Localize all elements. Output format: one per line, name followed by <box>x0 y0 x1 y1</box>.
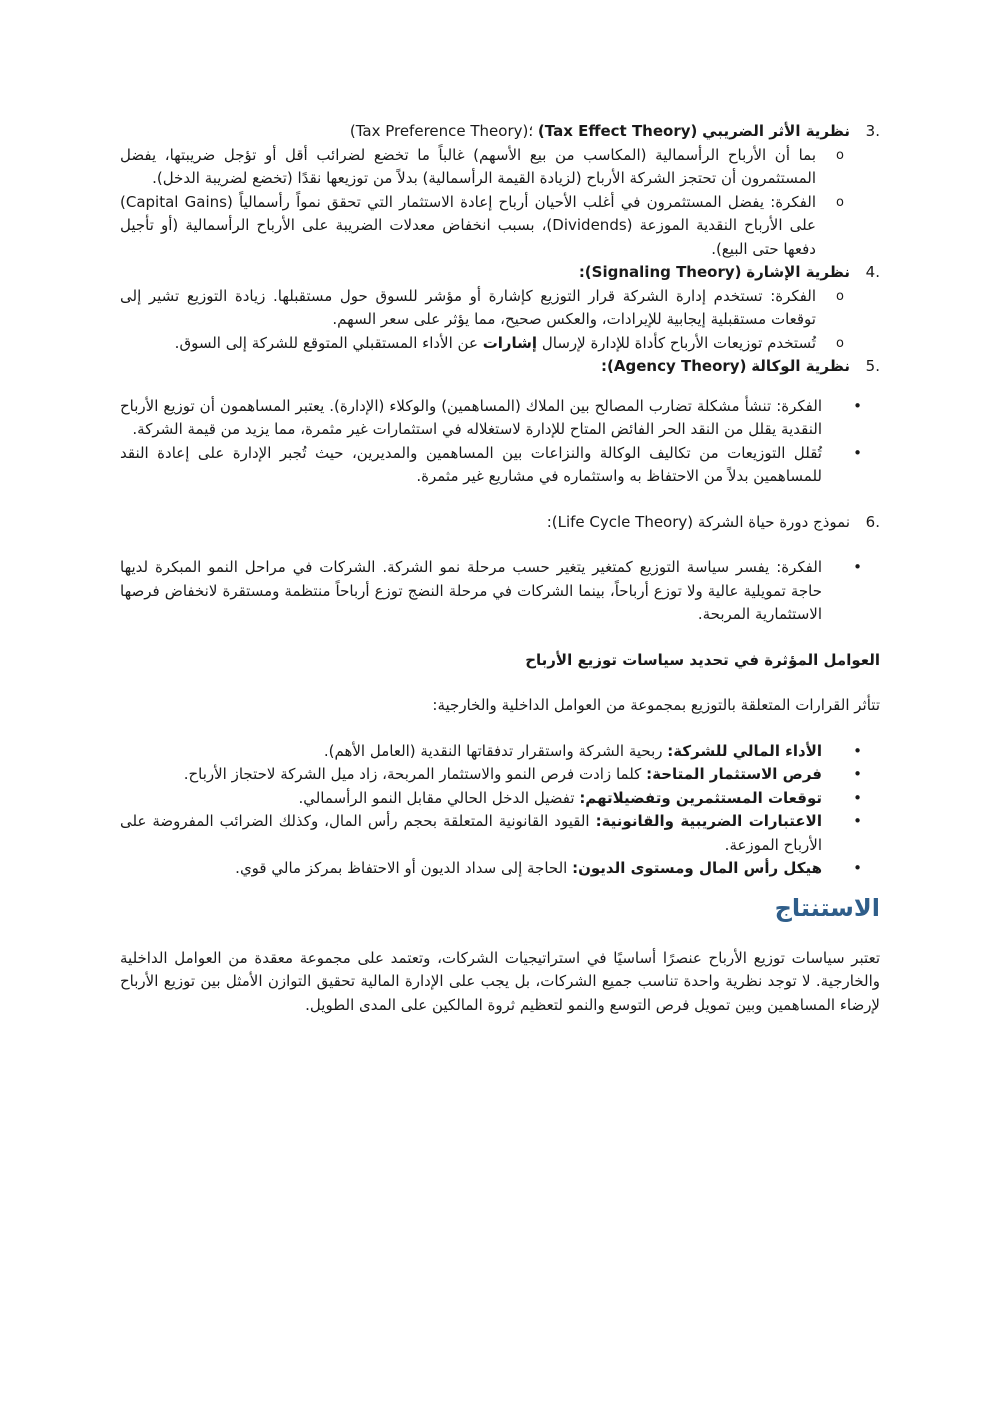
list-item: • تُقلل التوزيعات من تكاليف الوكالة والنزاعات بين المساهمين والمديرين، حيث تُجبر الإدارة على إعادة النقد للمساهمين بدلاً من الاحتفاظ به واستثماره في مشاريع غير مثمرة. <box>120 443 862 485</box>
theory-4-bullets <box>120 285 880 356</box>
theory-5-title-ar: نظرية الوكالة <box>751 357 850 375</box>
theory-4-title-en: (Signaling Theory): <box>578 263 742 281</box>
theory-3-alt-en: (Tax Preference Theory)؛ <box>349 122 534 140</box>
bullet-icon: • <box>853 558 862 576</box>
document-page <box>120 120 880 1017</box>
theory-3-title-en: (Tax Effect Theory) <box>537 122 698 140</box>
bullet-icon: • <box>853 788 862 807</box>
conclusion-title: الاستنتاج <box>774 893 880 922</box>
bullet-icon: • <box>853 443 862 462</box>
bullet-icon: • <box>853 741 862 760</box>
list-item: • هيكل رأس المال ومستوى الديون: الحاجة إلى سداد الديون أو الاحتفاظ بمركز مالي قوي. <box>120 857 880 881</box>
circle-bullet-icon: o <box>836 194 844 210</box>
circle-bullet-icon: o <box>836 288 844 304</box>
theory-4-title-ar: نظرية الإشارة <box>746 263 850 281</box>
list-number: .5 <box>865 357 880 375</box>
circle-bullet-icon: o <box>836 335 844 351</box>
theory-3-bullets <box>120 144 880 262</box>
bullet-icon: • <box>853 859 862 877</box>
bullet-icon: • <box>853 812 862 830</box>
list-number: .3 <box>865 122 880 140</box>
conclusion-text: تعتبر سياسات توزيع الأرباح عنصرًا أساسيًا في استراتيجيات الشركات، وتعتمد على مجموعة معقدة من العوامل الداخلية والخارجية. لا توجد نظرية واحدة تناسب جميع الشركات، بل يجب على الإدارة المالية تحقيق التوازن الأمثل بين توزيع الأرباح لإرضاء المساهمين وبين تمويل فرص التوسع والنمو لتعظيم ثروة المالكين على المدى الطويل. <box>120 948 880 1014</box>
theory-6-bullets <box>120 556 880 627</box>
circle-bullet-icon: o <box>836 147 844 163</box>
list-item: • الأداء المالي للشركة: ربحية الشركة واستقرار تدفقاتها النقدية (العامل الأهم). <box>120 740 880 764</box>
theory-4-heading <box>120 261 880 285</box>
list-item: o تُستخدم توزيعات الأرباح كأداة للإدارة لإرسال إشارات عن الأداء المستقبلي المتوقع للشركة إلى السوق. <box>120 332 844 356</box>
list-item: o الفكرة: تستخدم إدارة الشركة قرار التوزيع كإشارة أو مؤشر للسوق حول مستقبلها. زيادة التوزيع تشير إلى توقعات مستقبلية إيجابية للإيرادات، والعكس صحيح، مما يؤثر على سعر السهم. <box>120 286 844 328</box>
list-item: • الاعتبارات الضريبية والقانونية: القيود القانونية المتعلقة بحجم رأس المال، وكذلك الضرائب المفروضة على الأرباح الموزعة. <box>120 812 862 854</box>
list-item: o الفكرة: يفضل المستثمرون في أغلب الأحيان أرباح إعادة الاستثمار التي تحقق نمواً رأسمالياً (Capital Gains) على الأرباح النقدية الموزعة (Dividends)، بسبب انخفاض معدلات الضريبة على الأرباح الرأسمالية (أو تأجيل دفعها حتى البيع). <box>120 192 844 258</box>
theory-5-bullets <box>120 395 880 489</box>
list-item: • الفكرة: تنشأ مشكلة تضارب المصالح بين الملاك (المساهمين) والوكلاء (الإدارة). يعتبر المساهمون أن توزيع الأرباح النقدية يقلل من النقد الحر الفائض المتاح للإدارة لاستغلاله في استثمارات غير مثمرة، مما يزيد من قيمة الشركة. <box>120 396 862 438</box>
theory-6-title: نموذج دورة حياة الشركة (Life Cycle Theory): <box>546 512 850 531</box>
theory-5-title-en: (Agency Theory): <box>601 357 747 375</box>
bullet-icon: • <box>853 765 862 783</box>
theory-3-heading <box>120 120 880 144</box>
factors-heading: العوامل المؤثرة في تحديد سياسات توزيع الأرباح <box>525 650 880 669</box>
list-item: • فرص الاستثمار المتاحة: كلما زادت فرص النمو والاستثمار المربحة، زاد ميل الشركة لاحتجاز الأرباح. <box>120 763 880 787</box>
theory-3-title-ar: نظرية الأثر الضريبي <box>702 122 850 140</box>
list-number: .4 <box>865 263 880 281</box>
list-number: .6 <box>865 512 880 531</box>
list-item: • الفكرة: يفسر سياسة التوزيع كمتغير يتغير حسب مرحلة نمو الشركة. الشركات في مراحل النمو المبكرة لديها حاجة تمويلية عالية ولا توزع أرباحاً، بينما الشركات في مرحلة النضج توزع أرباحاً منتظمة ومستقرة لانخفاض فرصها الاستثمارية المربحة. <box>120 558 862 623</box>
bullet-icon: • <box>853 396 862 415</box>
theory-6-heading <box>120 511 880 535</box>
list-item: o بما أن الأرباح الرأسمالية (المكاسب من بيع الأسهم) غالباً ما تخضع لضرائب أقل أو تؤجل ضريبتها، يفضل المستثمرون أن تحتجز الشركة الأرباح (لزيادة القيمة الرأسمالية) بدلاً من توزيعها نقدًا (تخضع لضريبة الدخل). <box>120 145 844 187</box>
list-item: • توقعات المستثمرين وتفضيلاتهم: تفضيل الدخل الحالي مقابل النمو الرأسمالي. <box>120 787 880 811</box>
factors-list <box>120 740 880 881</box>
theory-5-heading <box>120 355 880 379</box>
factors-intro: تتأثر القرارات المتعلقة بالتوزيع بمجموعة من العوامل الداخلية والخارجية: <box>432 696 880 714</box>
